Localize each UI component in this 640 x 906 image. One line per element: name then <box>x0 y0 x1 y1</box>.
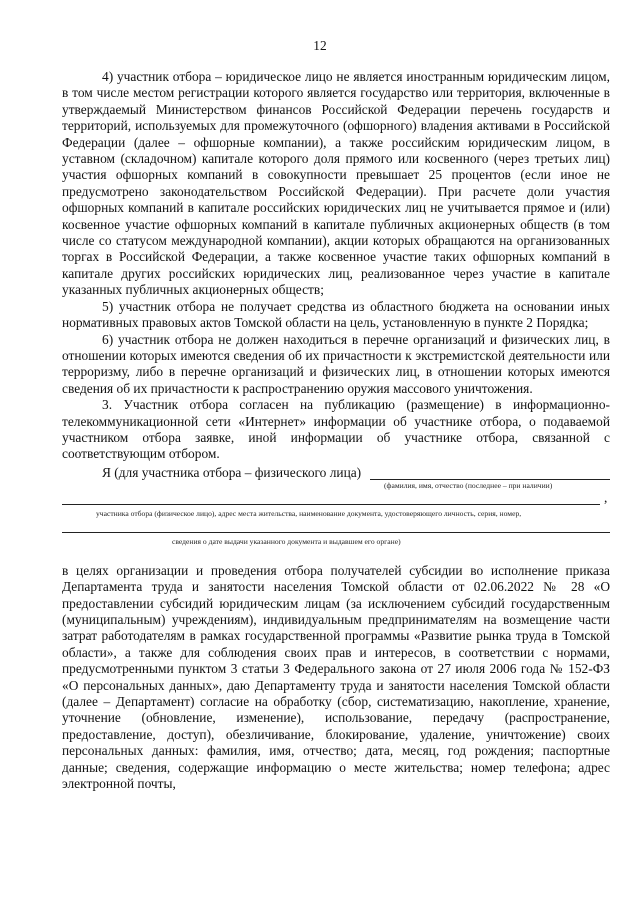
document-body <box>62 69 610 792</box>
consent-paragraph: в целях организации и проведения отбора получателей субсидии во исполнение приказа Департамента труда и занятости населения Томской области от 02.06.2022 № 28 «О предоставлении субсидий юридическим лицам (за исключением субсидий государственным (муниципальным) учреждениям), индивидуальным предпринимателям на возмещение части затрат работодателям в рамках государственной программы «Развитие рынка труда в Томской области», а также для соблюдения своих прав и интересов, в соответствии с нормами, предусмотренными пунктом 3 статьи 3 Федерального закона от 27 июля 2006 года № 152-ФЗ «О персональных данных», даю Департаменту труда и занятости населения Томской области (далее – Департамент) согласие на обработку (сбор, систематизацию, накопление, хранение, уточнение (обновление, изменение), использование, передачу (распространение, предоставление, доступ), обезличивание, блокирование, удаление, уничтожение) своих персональных данных: фамилия, имя, отчество; дата, месяц, год рождения; паспортные данные; сведения, содержащие информацию о месте жительства; номер телефона; адрес электронной почты, <box>62 562 610 792</box>
paragraph-clause-3: 3. Участник отбора согласен на публикацию (размещение) в информационно-телекоммуникационной сети «Интернет» информации об участнике отбора, о подаваемой участником отбора заявке, иной информации об участнике отбора, связанной с соответствующим отбором. <box>62 397 610 462</box>
line-comma: , <box>604 489 608 505</box>
name-blank-line <box>370 479 610 480</box>
details-caption: участника отбора (физическое лицо), адрес места жительства, наименование документа, удостоверяющего личность, серия, номер, <box>96 508 522 518</box>
paragraph-item-4: 4) участник отбора – юридическое лицо не является иностранным юридическим лицом, в том числе местом регистрации которого является государство или территория, включенные в утверждаемый Министерством финансов Российской Федерации перечень государств и территорий, используемых для промежуточного (офшорного) владения активами в Российской Федерации (далее – офшорные компании), а также российским юридическим лицом, в уставном (складочном) капитале которого доля прямого или косвенного (через третьих лиц) участия офшорных компаний в совокупности превышает 25 процентов (если иное не предусмотрено законодательством Российской Федерации). При расчете доли участия офшорных компаний в капитале российских юридических лиц не учитывается прямое и (или) косвенное участие офшорных компаний в капитале публичных акционерных обществ (в том числе со статусом международной компании), акции которых обращаются на организованных торгах в Российской Федерации, а также косвенное участие таких офшорных компаний в капитале других российских юридических лиц, реализованное через участие в капитале указанных публичных акционерных обществ; <box>62 69 610 298</box>
details-blank-line <box>62 504 600 505</box>
signature-block <box>62 465 610 553</box>
issuer-blank-line <box>62 532 610 533</box>
signature-lead-text: Я (для участника отбора – физического лица) <box>102 464 362 480</box>
issuer-caption: сведения о дате выдачи указанного документа и выдавшем его органе) <box>172 536 401 546</box>
name-caption: (фамилия, имя, отчество (последнее – при наличии) <box>384 480 553 490</box>
paragraph-item-5: 5) участник отбора не получает средства из областного бюджета на основании иных нормативных правовых актов Томской области на цель, установленную в пункте 2 Порядка; <box>62 298 610 331</box>
page-number: 12 <box>313 38 327 53</box>
paragraph-item-6: 6) участник отбора не должен находиться в перечне организаций и физических лиц, в отношении которых имеются сведения об их причастности к экстремистской деятельности или терроризму, либо в перечне организаций и физических лиц, в отношении которых имеются сведения об их причастности к распространению оружия массового уничтожения. <box>62 331 610 396</box>
